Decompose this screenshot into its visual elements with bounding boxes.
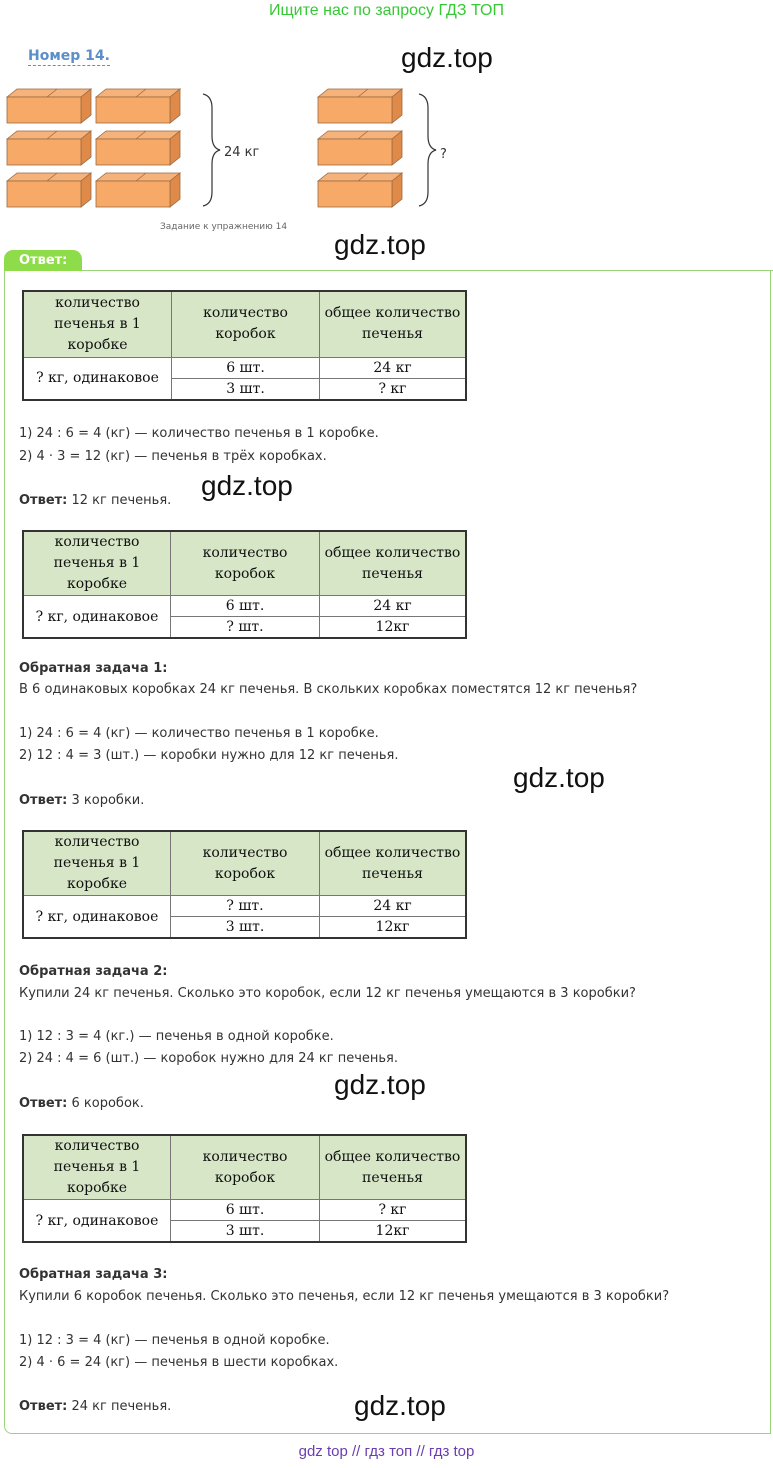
table-cell: 12кг [320,1221,467,1243]
table-cell: 12кг [320,617,467,639]
search-banner[interactable]: Ищите нас по запросу ГДЗ ТОП [269,2,504,19]
right-brace [419,94,436,206]
table-header: количество печенья в 1 коробке [23,831,171,896]
solution-step: 2) 12 : 4 = 3 (шт.) — коробки нужно для 12 кг печенья. [19,748,399,763]
table-header: количество печенья в 1 коробке [23,1135,171,1200]
solution-step: 2) 4 · 6 = 24 (кг) — печенья в шести коробках. [19,1355,339,1370]
answer-text: 24 кг печенья. [67,1399,172,1414]
table-cell: 3 шт. [171,1221,320,1243]
answer-text: 6 коробок. [67,1096,144,1111]
table-cell: 3 шт. [171,917,320,939]
box [318,131,402,165]
table-cell: 3 шт. [172,378,320,400]
table-header: количество печенья в 1 коробке [23,291,172,357]
answer-tab: Ответ: [4,250,82,271]
table-cell: 24 кг [320,596,467,617]
table-header: количество печенья в 1 коробке [23,531,171,596]
table-cell: 24 кг [320,357,467,378]
figure-caption: Задание к упражнению 14 [160,222,288,232]
table-cell: ? кг, одинаковое [23,896,171,939]
table-cell: ? кг, одинаковое [23,1200,171,1243]
table-cell: 12кг [320,917,467,939]
table-header: количество коробок [172,291,320,357]
data-table [22,830,467,939]
box [7,131,91,165]
box [318,89,402,123]
box [7,89,91,123]
table-cell: 6 шт. [171,596,320,617]
inverse-statement: В 6 одинаковых коробках 24 кг печенья. В скольких коробках поместятся 12 кг печенья? [19,682,638,697]
table-cell: ? кг, одинаковое [23,596,171,639]
answer-label: Ответ: [19,1096,68,1111]
table-cell: ? кг [320,378,467,400]
table-header: общее количество печенья [320,531,467,596]
solution-step: 2) 24 : 4 = 6 (шт.) — коробок нужно для 24 кг печенья. [19,1051,398,1066]
solution-step: 1) 12 : 3 = 4 (кг) — печенья в одной коробке. [19,1333,330,1348]
solution-step: 1) 24 : 6 = 4 (кг) — количество печенья в 1 коробке. [19,426,379,441]
inverse-statement: Купили 6 коробок печенья. Сколько это печенья, если 12 кг печенья умещаются в 3 коробки? [19,1289,670,1304]
box [7,173,91,207]
watermark: gdz.top [513,762,605,793]
solution-step: 1) 24 : 6 = 4 (кг) — количество печенья в 1 коробке. [19,726,379,741]
table-header: общее количество печенья [320,831,467,896]
data-table [22,290,467,401]
watermark: gdz.top [334,229,426,260]
watermark: gdz.top [401,42,493,73]
answer-text: 3 коробки. [67,793,145,808]
watermark: gdz.top [334,1069,426,1100]
table-cell: ? шт. [171,617,320,639]
box [96,173,180,207]
box [96,131,180,165]
data-table [22,530,467,639]
table-cell: ? кг, одинаковое [23,357,172,400]
answer-line [19,1096,144,1111]
box [96,89,180,123]
table-header: количество коробок [171,531,320,596]
table-cell: 6 шт. [172,357,320,378]
inverse-title: Обратная задача 3: [19,1267,168,1282]
unknown-weight-label: ? [440,147,447,162]
watermark: gdz.top [354,1390,446,1421]
answer-line [19,493,171,508]
watermark: gdz.top [201,470,293,501]
answer-label: Ответ: [19,1399,68,1414]
data-table [22,1134,467,1243]
answer-divider [4,270,773,271]
answer-line [19,793,144,808]
footer-links[interactable]: gdz top // гдз топ // гдз top [298,1443,475,1460]
exercise-number-link[interactable]: Номер 14. [28,48,110,64]
table-header: общее количество печенья [320,1135,467,1200]
inverse-title: Обратная задача 1: [19,661,168,676]
table-cell: ? кг [320,1200,467,1221]
box [318,173,402,207]
answer-line [19,1399,171,1414]
inverse-statement: Купили 24 кг печенья. Сколько это коробок, если 12 кг печенья умещаются в 3 коробки? [19,986,636,1001]
table-header: количество коробок [171,831,320,896]
solution-step: 1) 12 : 3 = 4 (кг.) — печенья в одной коробке. [19,1029,334,1044]
table-header: количество коробок [171,1135,320,1200]
table-cell: ? шт. [171,896,320,917]
table-cell: 6 шт. [171,1200,320,1221]
table-cell: 24 кг [320,896,467,917]
answer-label: Ответ: [19,493,68,508]
answer-text: 12 кг печенья. [67,493,172,508]
inverse-title: Обратная задача 2: [19,964,168,979]
answer-label: Ответ: [19,793,68,808]
total-weight-label: 24 кг [224,145,260,160]
left-brace [203,94,220,206]
solution-step: 2) 4 · 3 = 12 (кг) — печенья в трёх коробках. [19,449,327,464]
table-header: общее количество печенья [320,291,467,357]
